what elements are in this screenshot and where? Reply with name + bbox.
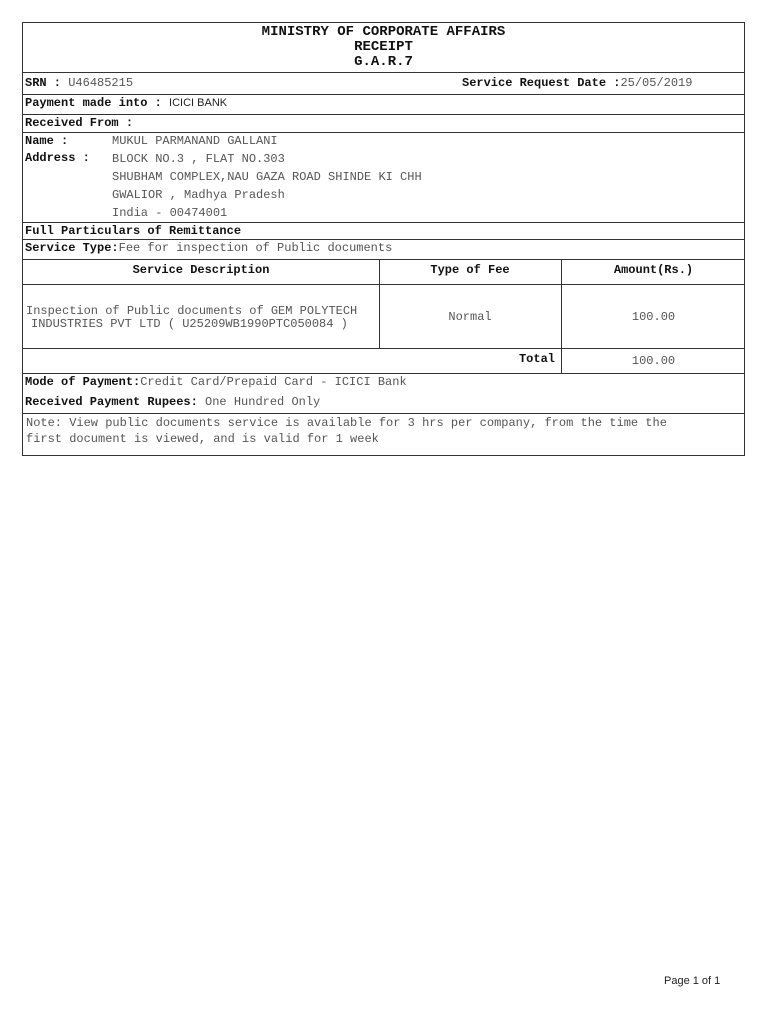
service-request-date-row <box>462 76 692 91</box>
service-description-line: Inspection of Public documents of GEM POLYTECH <box>26 304 358 318</box>
divider <box>23 72 744 73</box>
payment-made-into-label: Payment made into : <box>25 96 162 110</box>
divider <box>23 259 744 260</box>
received-payment-row <box>25 395 320 410</box>
mode-of-payment-value: Credit Card/Prepaid Card - ICICI Bank <box>140 375 407 389</box>
total-label: Total <box>518 352 555 366</box>
payer-name: MUKUL PARMANAND GALLANI <box>112 134 278 148</box>
payment-made-into-row <box>25 96 227 111</box>
payment-bank-value: ICICI BANK <box>169 97 228 109</box>
divider <box>23 348 744 349</box>
receipt-title: RECEIPT <box>354 39 413 55</box>
srn-label: SRN : <box>25 76 62 90</box>
divider <box>23 114 744 115</box>
divider <box>23 132 744 133</box>
divider <box>23 94 744 95</box>
received-payment-value: One Hundred Only <box>205 395 321 409</box>
column-header-description: Service Description <box>132 263 270 277</box>
receipt-form <box>22 22 745 456</box>
srn-row <box>25 76 133 91</box>
column-header-amount: Amount(Rs.) <box>613 263 694 277</box>
service-type-value: Fee for inspection of Public documents <box>118 241 393 255</box>
address-label: Address : <box>25 151 90 165</box>
divider <box>23 413 744 414</box>
address-line: GWALIOR , Madhya Pradesh <box>112 188 285 202</box>
srn-value: U46485215 <box>68 76 134 90</box>
remittance-label: Full Particulars of Remittance <box>25 224 242 238</box>
divider <box>23 239 744 240</box>
ministry-title: MINISTRY OF CORPORATE AFFAIRS <box>261 24 506 40</box>
total-amount: 100.00 <box>631 354 676 368</box>
address-line: SHUBHAM COMPLEX,NAU GAZA ROAD SHINDE KI CHH <box>112 170 422 184</box>
received-payment-label: Received Payment Rupees: <box>25 395 198 409</box>
column-header-fee-type: Type of Fee <box>430 263 510 277</box>
note-line: first document is viewed, and is valid for 1 week <box>26 432 379 446</box>
address-line: BLOCK NO.3 , FLAT NO.303 <box>112 152 285 166</box>
service-request-date-label: Service Request Date : <box>462 76 621 90</box>
divider <box>23 284 744 285</box>
name-label: Name : <box>25 134 69 148</box>
divider <box>23 222 744 223</box>
receipt-header <box>23 25 744 70</box>
address-line: India - 00474001 <box>112 206 228 220</box>
note-line: Note: View public documents service is available for 3 hrs per company, from the time the <box>26 416 667 430</box>
divider <box>23 373 744 374</box>
form-code: G.A.R.7 <box>354 54 413 70</box>
received-from-label: Received From : <box>25 116 134 130</box>
mode-of-payment-label: Mode of Payment: <box>25 375 141 389</box>
service-type-label: Service Type: <box>25 241 119 255</box>
service-type-row <box>25 241 392 256</box>
service-description-line: INDUSTRIES PVT LTD ( U25209WB1990PTC050084 ) <box>31 317 348 331</box>
fee-type-value: Normal <box>448 310 492 324</box>
page-number: Page 1 of 1 <box>664 975 721 987</box>
amount-value: 100.00 <box>631 310 676 324</box>
service-request-date-value: 25/05/2019 <box>620 76 693 90</box>
mode-of-payment-row <box>25 375 407 390</box>
